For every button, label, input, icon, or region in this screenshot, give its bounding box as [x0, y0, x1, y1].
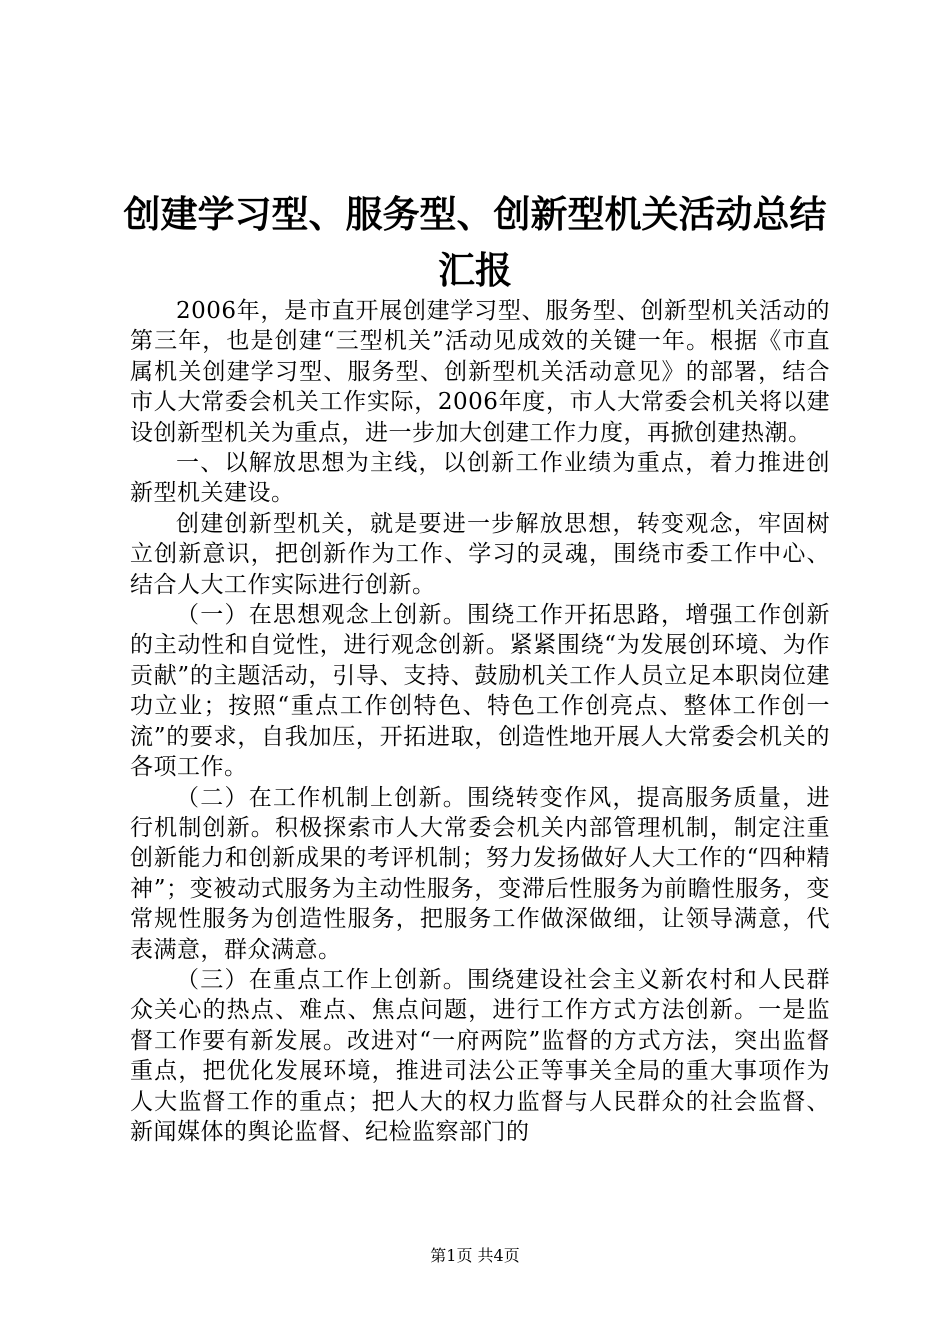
page-footer: 第1页 共4页	[430, 1246, 520, 1265]
paragraph: 一、以解放思想为主线，以创新工作业绩为重点，着力推进创新型机关建设。	[130, 450, 830, 507]
paragraph: 创建创新型机关，就是要进一步解放思想，转变观念，牢固树立创新意识，把创新作为工作、学习的灵魂，围绕市委工作中心、结合人大工作实际进行创新。	[130, 510, 830, 598]
paragraph: （三）在重点工作上创新。围绕建设社会主义新农村和人民群众关心的热点、难点、焦点问题，进行工作方式方法创新。一是监督工作要有新发展。改进对“一府两院”监督的方式方法，突出监督重点，把优化发展环境，推进司法公正等事关全局的重大事项作为人大监督工作的重点；把人大的权力监督与人民群众的社会监督、新闻媒体的舆论监督、纪检监察部门的	[130, 966, 830, 1145]
paragraph: 2006年，是市直开展创建学习型、服务型、创新型机关活动的第三年，也是创建“三型机关”活动见成效的关键一年。根据《市直属机关创建学习型、服务型、创新型机关活动意见》的部署，结合市人大常委会机关工作实际，2006年度，市人大常委会机关将以建设创新型机关为重点，进一步加大创建工作力度，再掀创建热潮。	[130, 298, 830, 446]
paragraph: （二）在工作机制上创新。围绕转变作风，提高服务质量，进行机制创新。积极探索市人大常委会机关内部管理机制，制定注重创新能力和创新成果的考评机制；努力发扬做好人大工作的“四种精神”；变被动式服务为主动性服务，变滞后性服务为前瞻性服务，变常规性服务为创造性服务，把服务工作做深做细，让领导满意，代表满意，群众满意。	[130, 784, 830, 963]
document-body	[130, 296, 830, 1147]
document-title: 创建学习型、服务型、创新型机关活动总结汇报	[123, 192, 827, 292]
paragraph: （一）在思想观念上创新。围绕工作开拓思路，增强工作创新的主动性和自觉性，进行观念创新。紧紧围绕“为发展创环境、为作贡献”的主题活动，引导、支持、鼓励机关工作人员立足本职岗位建功立业；按照“重点工作创特色、特色工作创亮点、整体工作创一流”的要求，自我加压，开拓进取，创造性地开展人大常委会机关的各项工作。	[130, 602, 830, 781]
